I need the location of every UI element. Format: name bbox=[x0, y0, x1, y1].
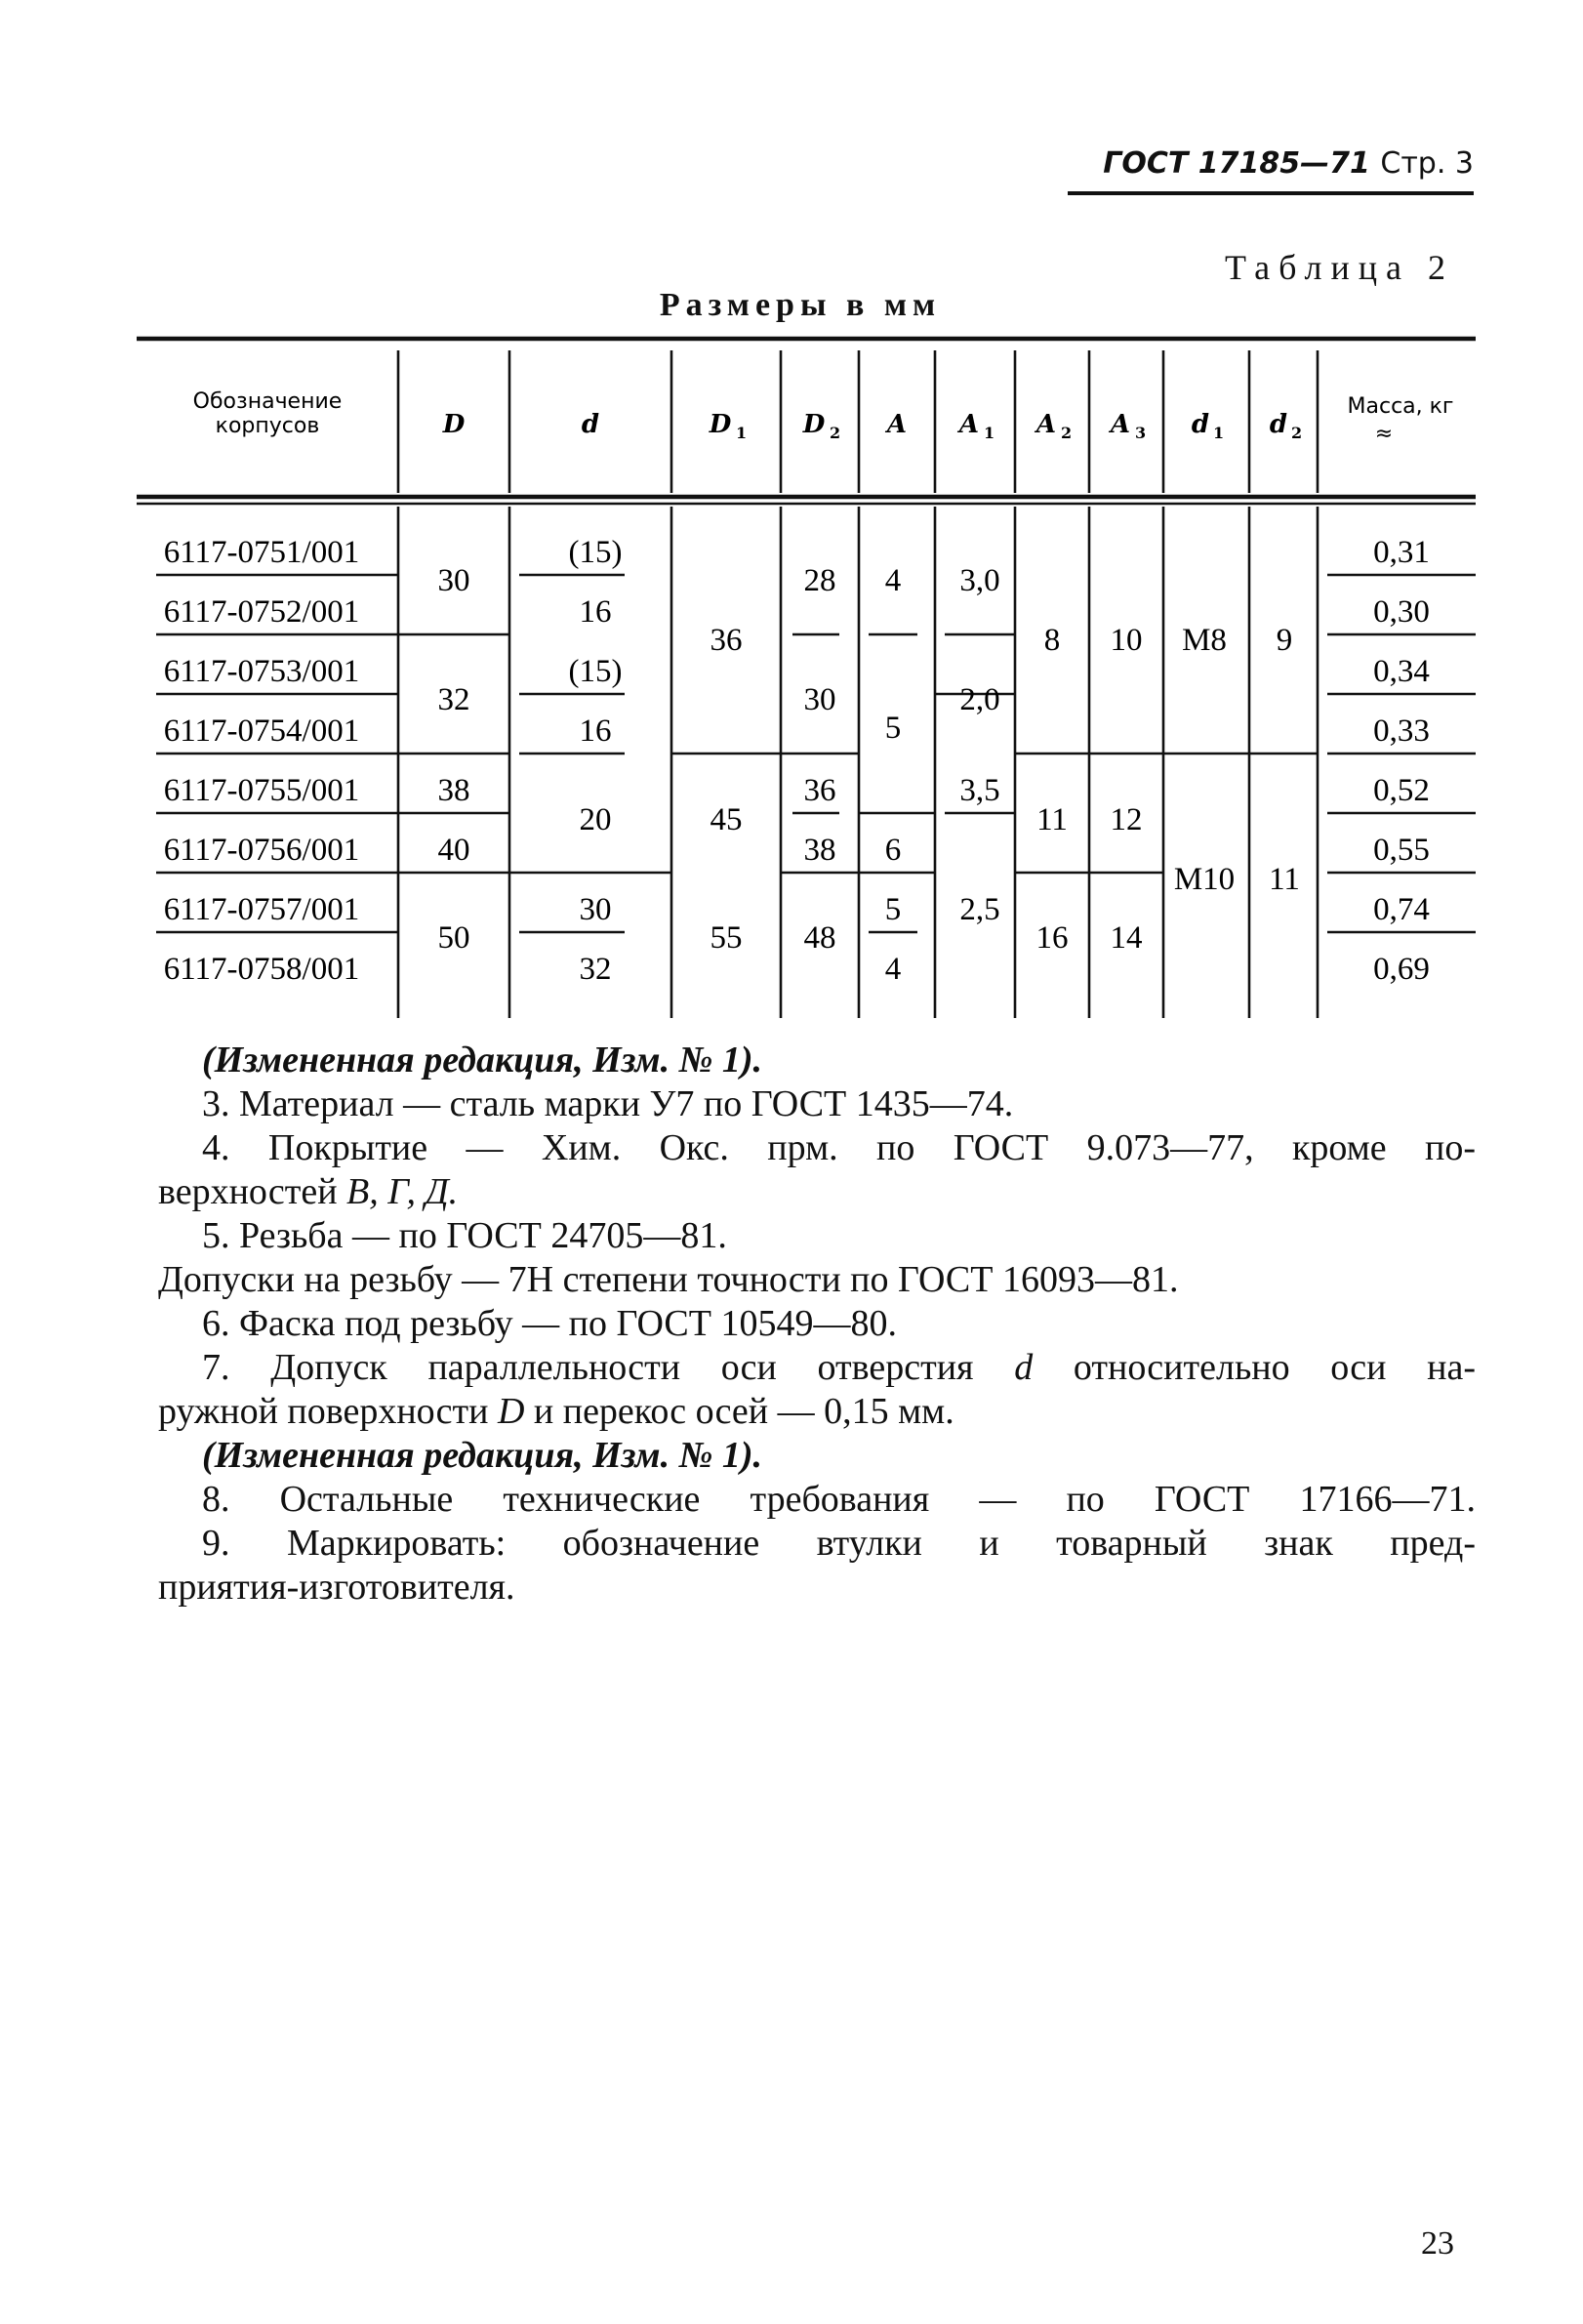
cell-D2: 36 bbox=[803, 773, 836, 808]
cell-A1: 3,5 bbox=[959, 773, 1000, 808]
clause-5: 5. Резьба — по ГОСТ 24705—81. bbox=[202, 1215, 727, 1256]
clause-4-text: верхностей bbox=[158, 1171, 347, 1212]
cell-D: 50 bbox=[437, 920, 470, 956]
header-D1-sub: 1 bbox=[736, 424, 748, 442]
cell-d1: M8 bbox=[1182, 623, 1227, 658]
table-body bbox=[164, 535, 1430, 987]
clause-7-text: 7. Допуск параллельности оси отверстия bbox=[202, 1347, 1015, 1388]
cell-d1: M10 bbox=[1173, 862, 1236, 897]
header-rule bbox=[1068, 191, 1474, 195]
cell-A: 6 bbox=[884, 833, 902, 868]
surface-D-ref: D bbox=[497, 1391, 525, 1432]
cell-designation: 6117-0758/001 bbox=[163, 952, 360, 987]
clause-9-line1: 9. Маркировать: обозначение втулки и товарный знак пред- bbox=[202, 1523, 1476, 1564]
cell-D1: 55 bbox=[710, 920, 743, 956]
cell-mass: 0,69 bbox=[1373, 952, 1430, 987]
cell-mass: 0,30 bbox=[1373, 594, 1430, 630]
header-A1-sub: 1 bbox=[984, 424, 995, 442]
cell-D2: 28 bbox=[803, 563, 836, 598]
hole-d-ref: d bbox=[1014, 1347, 1034, 1388]
header-D2-sub: 2 bbox=[830, 424, 841, 442]
clause-7-text: ружной поверхности bbox=[158, 1391, 498, 1432]
amendment-note: (Измененная редакция, Изм. № 1). bbox=[202, 1040, 762, 1080]
cell-mass: 0,34 bbox=[1373, 654, 1430, 689]
cell-D2: 38 bbox=[803, 833, 836, 868]
cell-A: 5 bbox=[884, 892, 902, 927]
header-A2-sub: 2 bbox=[1061, 424, 1073, 442]
cell-designation: 6117-0753/001 bbox=[163, 654, 360, 689]
clause-7-text: и перекос осей — 0,15 мм. bbox=[524, 1391, 954, 1432]
cell-d: 16 bbox=[579, 714, 612, 749]
cell-designation: 6117-0751/001 bbox=[163, 535, 360, 570]
table-vertical-rules bbox=[398, 350, 1318, 1018]
header-A3-sub: 3 bbox=[1135, 424, 1147, 442]
cell-d2: 9 bbox=[1276, 623, 1293, 658]
cell-designation: 6117-0756/001 bbox=[163, 833, 360, 868]
dimensions-table bbox=[137, 335, 1483, 1028]
cell-A1: 2,5 bbox=[959, 892, 1000, 927]
cell-mass: 0,33 bbox=[1373, 714, 1430, 749]
cell-mass: 0,52 bbox=[1373, 773, 1430, 808]
clause-9-line2: приятия-изготовителя. bbox=[158, 1567, 515, 1608]
cell-d: 16 bbox=[579, 594, 612, 630]
cell-A3: 14 bbox=[1110, 920, 1143, 956]
cell-d2: 11 bbox=[1269, 862, 1300, 897]
header-D2: D bbox=[802, 410, 826, 439]
clause-4-line2 bbox=[158, 1170, 1476, 1214]
requirements-text bbox=[158, 1039, 1476, 1610]
cell-D: 30 bbox=[437, 563, 470, 598]
header-d2-sub: 2 bbox=[1291, 424, 1303, 442]
cell-D: 38 bbox=[437, 773, 470, 808]
page-header bbox=[1064, 146, 1474, 181]
cell-designation: 6117-0755/001 bbox=[163, 773, 360, 808]
cell-A: 4 bbox=[884, 563, 902, 598]
standard-title: ГОСТ 17185—71 bbox=[1103, 146, 1370, 181]
units-caption: Размеры в мм bbox=[659, 287, 942, 323]
cell-designation: 6117-0757/001 bbox=[163, 892, 360, 927]
cell-A: 4 bbox=[884, 952, 902, 987]
cell-d: 32 bbox=[579, 952, 612, 987]
clause-8: 8. Остальные технические требования — по ГОСТ 17166—71. bbox=[202, 1479, 1476, 1520]
header-designation-2: корпусов bbox=[215, 414, 320, 438]
cell-A3: 10 bbox=[1110, 623, 1143, 658]
cell-A2: 11 bbox=[1036, 802, 1068, 837]
cell-D1: 45 bbox=[710, 802, 743, 837]
clause-3: 3. Материал — сталь марки У7 по ГОСТ 1435—74. bbox=[202, 1083, 1014, 1124]
cell-D1: 36 bbox=[710, 623, 743, 658]
header-d: d bbox=[581, 410, 600, 439]
cell-d: 30 bbox=[579, 892, 612, 927]
amendment-note: (Измененная редакция, Изм. № 1). bbox=[202, 1435, 762, 1476]
cell-D: 40 bbox=[437, 833, 470, 868]
header-D1: D bbox=[709, 410, 732, 439]
cell-D2: 30 bbox=[803, 682, 836, 717]
clause-4-line1: 4. Покрытие — Хим. Окс. прм. по ГОСТ 9.073—77, кроме по- bbox=[202, 1127, 1476, 1168]
clause-7-line1 bbox=[158, 1346, 1476, 1390]
page-number: 23 bbox=[1421, 2225, 1454, 2262]
header-A1: A bbox=[958, 410, 980, 439]
cell-A2: 16 bbox=[1035, 920, 1069, 956]
cell-A1: 2,0 bbox=[959, 682, 1000, 717]
clause-7-text: относительно оси на- bbox=[1033, 1347, 1476, 1388]
cell-D: 32 bbox=[437, 682, 470, 717]
cell-d: (15) bbox=[568, 535, 623, 570]
header-A2: A bbox=[1035, 410, 1057, 439]
header-mass: Масса, кг bbox=[1347, 394, 1454, 419]
cell-designation: 6117-0752/001 bbox=[163, 594, 360, 630]
clause-6: 6. Фаска под резьбу — по ГОСТ 10549—80. bbox=[202, 1303, 897, 1344]
header-d2: d bbox=[1269, 410, 1288, 439]
cell-D2: 48 bbox=[803, 920, 836, 956]
header-mass-approx: ≈ bbox=[1374, 422, 1394, 446]
page-ref: Стр. 3 bbox=[1380, 146, 1474, 181]
clause-5-tolerances: Допуски на резьбу — 7Н степени точности по ГОСТ 16093—81. bbox=[158, 1259, 1179, 1300]
cell-designation: 6117-0754/001 bbox=[163, 714, 360, 749]
cell-d: (15) bbox=[568, 654, 623, 689]
header-d1: d bbox=[1191, 410, 1210, 439]
cell-A1: 3,0 bbox=[959, 563, 1000, 598]
cell-mass: 0,55 bbox=[1373, 833, 1430, 868]
cell-d: 20 bbox=[579, 802, 612, 837]
header-designation-1: Обозначение bbox=[192, 389, 343, 414]
header-A: A bbox=[886, 410, 908, 439]
cell-mass: 0,31 bbox=[1373, 535, 1430, 570]
cell-A3: 12 bbox=[1110, 802, 1143, 837]
header-d1-sub: 1 bbox=[1213, 424, 1225, 442]
header-A3: A bbox=[1110, 410, 1131, 439]
table-label: Таблица 2 bbox=[1225, 248, 1454, 287]
surfaces-ref: В, Г, Д. bbox=[346, 1171, 459, 1212]
cell-mass: 0,74 bbox=[1373, 892, 1430, 927]
cell-A2: 8 bbox=[1043, 623, 1061, 658]
table-header bbox=[193, 389, 1454, 446]
clause-7-line2 bbox=[158, 1390, 1476, 1434]
header-D: D bbox=[442, 410, 466, 439]
cell-A: 5 bbox=[884, 711, 902, 746]
